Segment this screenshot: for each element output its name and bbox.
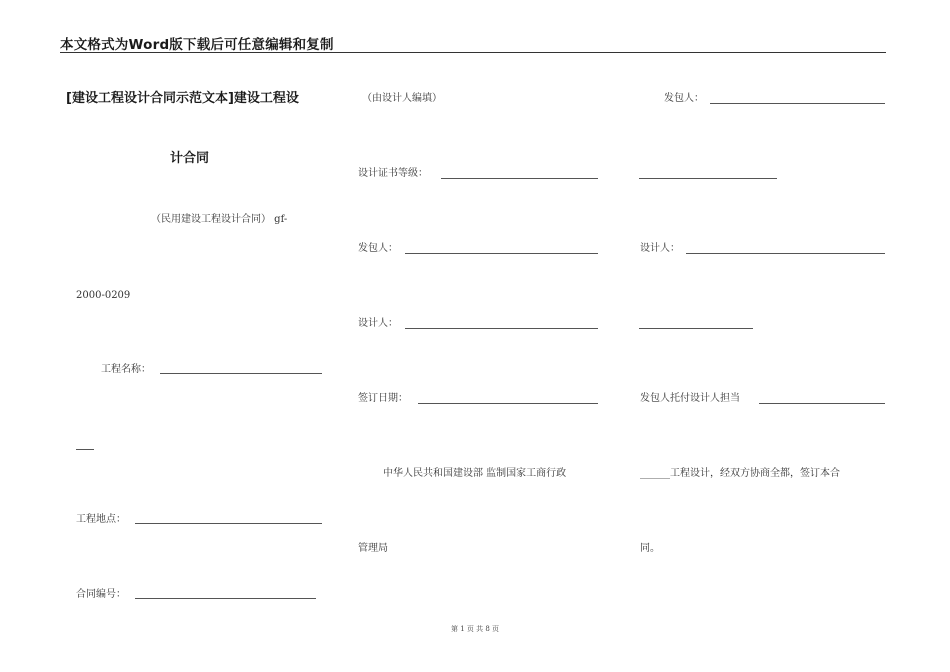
download-banner: 本文格式为Word版下载后可任意编辑和复制 (60, 37, 334, 53)
document-code: 2000-0209 (76, 290, 131, 301)
agreement-text: ______工程设计，经双方协商全都，签订本合 (640, 468, 840, 479)
designer-field (405, 328, 598, 329)
entrust-field (759, 403, 885, 404)
blank-line-1 (639, 178, 777, 179)
document-title-line2: 计合同 (170, 151, 210, 166)
client-label: 发包人： (358, 243, 398, 254)
designer-field-right (686, 253, 885, 254)
client-label-right: 发包人： (664, 93, 704, 104)
contract-number-label: 合同编号： (76, 589, 126, 600)
contract-number-field (135, 598, 316, 599)
designer-label-right: 设计人： (640, 243, 680, 254)
short-blank-line (76, 449, 94, 450)
certificate-grade-field (441, 178, 598, 179)
project-location-label: 工程地点： (76, 514, 126, 525)
project-location-field (135, 523, 322, 524)
banner-divider (60, 52, 886, 53)
issuing-authority-line2: 管理局 (358, 543, 388, 554)
designer-label: 设计人： (358, 318, 398, 329)
project-name-field (160, 373, 322, 374)
blank-line-2 (639, 328, 753, 329)
page-footer: 第 1 页 共 8 页 (450, 625, 500, 633)
document-subtitle: （民用建设工程设计合同） gf- (151, 214, 288, 225)
filled-by-note: （由设计人编填） (362, 93, 442, 104)
project-name-label: 工程名称： (101, 364, 151, 375)
sign-date-field (418, 403, 598, 404)
certificate-grade-label: 设计证书等级： (358, 168, 428, 179)
sign-date-label: 签订日期： (358, 393, 408, 404)
entrust-text: 发包人托付设计人担当 (640, 393, 740, 404)
document-title-line1: [建设工程设计合同示范文本]建设工程设 (66, 91, 299, 106)
issuing-authority-line1: 中华人民共和国建设部 监制国家工商行政 (383, 468, 567, 479)
client-field-right (710, 103, 885, 104)
client-field (405, 253, 598, 254)
agreement-end: 同。 (640, 543, 660, 554)
